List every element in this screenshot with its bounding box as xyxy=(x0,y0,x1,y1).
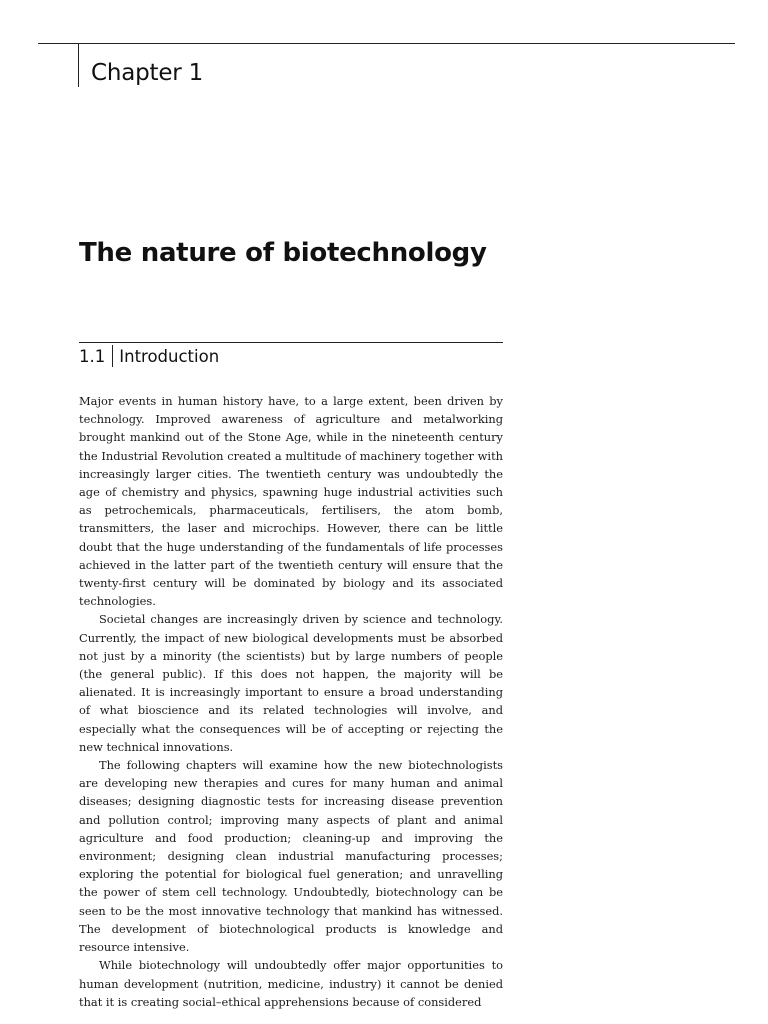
paragraph: Major events in human history have, to a large extent, been driven by technology. Improved awareness of agriculture and metalworking brought mankind out of the Stone Age, while in the nineteenth century the Industrial Revolution created a multitude of machinery together with increasingly larger cities. The twentieth century was undoubtedly the age of chemistry and physics, spawning huge industrial activities such as petrochemicals, pharmaceuticals, fertilisers, the atom bomb, transmitters, the laser and microchips. However, there can be little doubt that the huge understanding of the fundamentals of life processes achieved in the latter part of the twentieth century will ensure that the twenty-first century will be dominated by biology and its associated technologies. xyxy=(79,394,503,609)
paragraph: Societal changes are increasingly driven by science and technology. Currently, the impact of new biological developments must be absorbed not just by a minority (the scientists) but by large numbers of people (the general public). If this does not happen, the majority will be alienated. It is increasingly important to ensure a broad understanding of what bioscience and its related technologies will involve, and especially what the consequences will be of accepting or rejecting the new technical innovations. xyxy=(79,612,503,754)
chapter-title: The nature of biotechnology xyxy=(79,238,487,268)
section-rule xyxy=(79,342,503,343)
section-heading xyxy=(79,344,219,368)
chapter-label: Chapter 1 xyxy=(91,60,204,86)
section-number: 1.1 xyxy=(79,346,106,366)
chapter-tick-mark xyxy=(78,43,79,87)
section-title: Introduction xyxy=(119,346,220,366)
body-text xyxy=(79,392,503,1011)
paragraph: While biotechnology will undoubtedly offer major opportunities to human development (nutrition, medicine, industry) it cannot be denied that it is creating social–ethical apprehensions because of considered xyxy=(79,958,503,1009)
paragraph: The following chapters will examine how the new biotechnologists are developing new therapies and cures for many human and animal diseases; designing diagnostic tests for increasing disease prevention and pollution control; improving many aspects of plant and animal agriculture and food production; cleaning-up and improving the environment; designing clean industrial manufacturing processes; exploring the potential for biological fuel generation; and unravelling the power of stem cell technology. Undoubtedly, biotechnology can be seen to be the most innovative technology that mankind has witnessed. The development of biotechnological products is knowledge and resource intensive. xyxy=(79,758,503,955)
top-rule xyxy=(38,43,735,44)
section-divider xyxy=(112,345,113,367)
